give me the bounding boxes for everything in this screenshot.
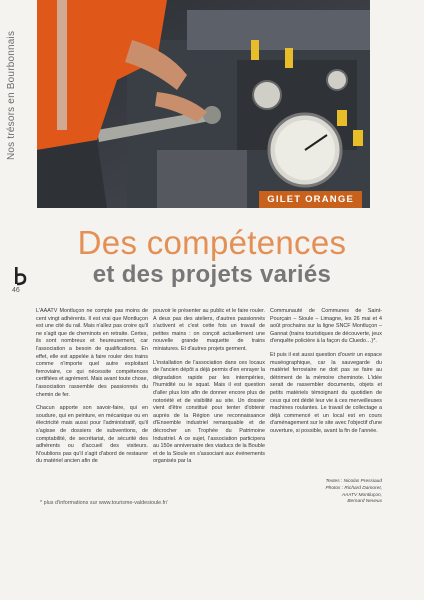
magazine-b-logo-icon [12, 266, 28, 286]
side-section-label [6, 10, 20, 160]
headline-line-2: et des projets variés [92, 261, 332, 288]
body-column-3 [270, 308, 382, 442]
body-column-2 [153, 308, 265, 472]
credit-line: Bernard Neveux [347, 499, 382, 505]
photo-text-credits [270, 479, 382, 506]
headline-line-1: Des compétences [77, 224, 347, 261]
footnote-link[interactable]: * plus d'informations sur www.tourisme-valdesioule.fr/ [40, 500, 168, 506]
photo-tag: GILET ORANGE [259, 191, 362, 208]
paragraph: L'installation de l'association dans ces locaux de l'ancien dépôt a déjà permis d'en enrayer la dégradation rapide par les intempéries, l'humidité ou le squat. Mais il est question d'aller plus loin afin de donner encore plus de notoriété et de visibilité au site. Un dossier vient d'être constitué pour tenter d'obtenir auprès de la Région une reconnaissance d'Ensemble industriel remarquable et de décrocher un Trophée du Patrimoine Industriel. A ce sujet, l'association participera au 150e anniversaire des viaducs de la Bouble et de la Sioule en s'associant aux événements organisés par la [153, 359, 265, 465]
locomotive-cab-illustration [37, 0, 370, 208]
page-number: 46 [12, 287, 20, 294]
paragraph: Chacun apporte son savoir-faire, qui en soudure, qui en peinture, en mécanique ou en électricité mais aussi pour l'administratif, qu'il s'agisse de dossiers de subventions, de comptabilité, de secrétariat, de sécurité des adhérents ou d'accueil des visiteurs. N'oublions pas qu'il s'agit d'abord de restaurer du matériel ancien afin de [36, 405, 148, 465]
paragraph: pouvoir le présenter au public et le faire rouler. A deux pas des ateliers, d'autres passionnés s'activent et c'est cette fois un travail de petites mains : on conçoit actuellement une nouvelle grande maquette de trains miniatures. Et d'autres projets germent. [153, 308, 265, 352]
paragraph: L'AAATV Montluçon ne compte pas moins de cent vingt adhérents. Il est vrai que Montluçon est une cité du rail. Mais n'allez pas croire qu'il ne s'agit que de cheminots en retraite. Certes, ils sont nombreux et heureusement, car l'association a besoin de qualifications. En effet, elle est appelée à faire rouler des trains comme n'importe quel autre exploitant ferroviaire, ce qui nécessite compétences certifiées et agrément. Mais avant toute chose, l'association rassemble des passionnés du chemin de fer. [36, 308, 148, 398]
credit-line: Photos : Richard Damoret, [325, 485, 382, 491]
credit-line: AAATV Montluçon, [341, 492, 382, 498]
body-column-1 [36, 308, 148, 472]
hero-photo [37, 0, 370, 208]
paragraph: Communauté de Communes de Saint-Pourçain – Sioule – Limagne, les 26 mai et 4 août prochains sur la ligne SNCF Montluçon – Gannat (trains touristiques de découverte, jeux d'enquête policière à la façon du Cluedo…)*. [270, 308, 382, 345]
credit-line: Textes : Nicolas Pressiaud [325, 479, 382, 484]
side-section-label-text: Nos trésors en Bourbonnais [6, 30, 17, 160]
paragraph: Et puis il est aussi question d'ouvrir un espace muséographique, car la sauvegarde du matériel ferroviaire ne doit pas se faire au détriment de la mémoire cheminote. L'idée serait de rassembler documents, objets et petits matériels témoignant du quotidien de ceux qui ont dédié leur vie à ces merveilleuses machines roulantes. Le travail de collectage a déjà commencé et un local est en cours d'aménagement sur le site avec l'objectif d'une ouverture, si possible, avant la fin de l'année. [270, 351, 382, 434]
